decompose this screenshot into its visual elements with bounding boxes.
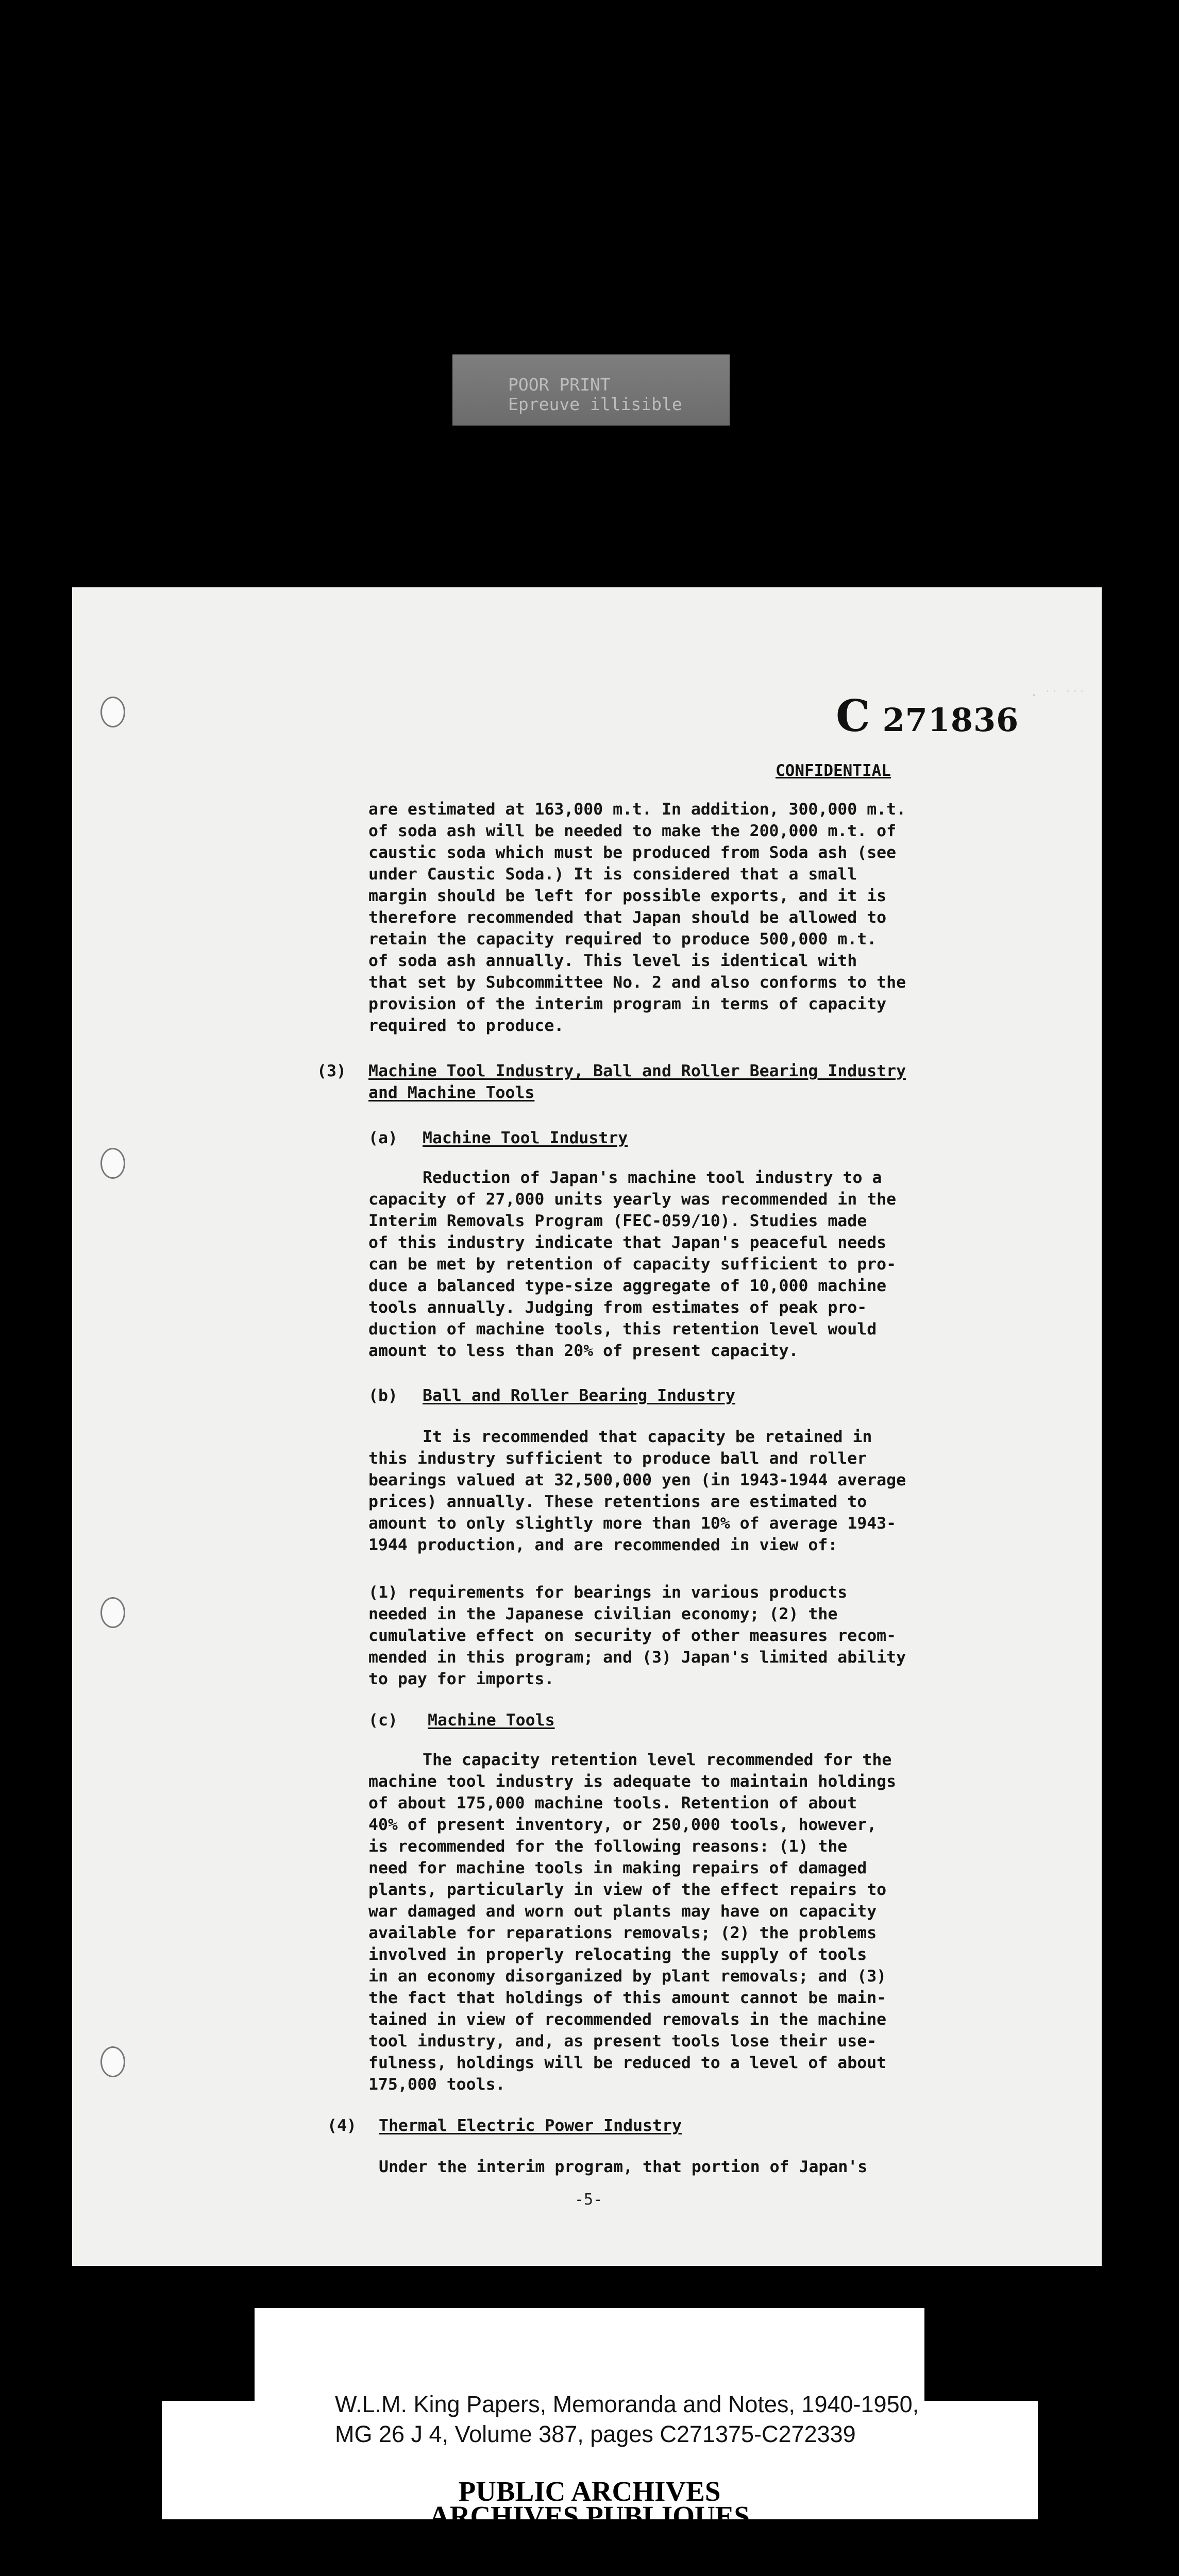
subsection-heading: Machine Tools xyxy=(428,1711,555,1730)
text-line: is recommended for the following reasons: (1) the xyxy=(368,1837,848,1856)
text-line: required to produce. xyxy=(368,1016,564,1035)
faint-stamp-mark: · ˙˙ ˙˙˙ xyxy=(1031,689,1085,702)
document-number xyxy=(836,690,1019,741)
text-line: Interim Removals Program (FEC-059/10). Studies made xyxy=(368,1212,867,1230)
archive-reference-line-1: W.L.M. King Papers, Memoranda and Notes, 1940-1950, xyxy=(335,2391,919,2417)
subsection-paragraph xyxy=(368,1749,896,2095)
text-line: bearings valued at 32,500,000 yen (in 1943-1944 average xyxy=(368,1471,906,1489)
poor-print-line-2: Epreuve illisible xyxy=(508,394,682,414)
subsection-paragraph xyxy=(368,1167,896,1362)
poor-print-line-1: POOR PRINT xyxy=(508,375,611,395)
text-line: tool industry, and, as present tools lose their use- xyxy=(368,2032,877,2050)
text-line: that set by Subcommittee No. 2 and also conforms to the xyxy=(368,973,906,992)
text-line: war damaged and worn out plants may have on capacity xyxy=(368,1902,877,1921)
text-line: It is recommended that capacity be retained in xyxy=(423,1428,872,1446)
text-line: involved in properly relocating the supply of tools xyxy=(368,1945,867,1964)
archives-stamp xyxy=(0,2476,1179,2556)
text-line: mended in this program; and (3) Japan's limited ability xyxy=(368,1648,906,1667)
section-heading xyxy=(368,1060,906,1104)
document-number-prefix: C xyxy=(836,690,871,741)
subsection-paragraph xyxy=(368,1426,906,1556)
text-line: the fact that holdings of this amount cannot be main- xyxy=(368,1989,887,2007)
text-line: 40% of present inventory, or 250,000 tools, however, xyxy=(368,1816,877,1834)
text-line: amount to only slightly more than 10% of average 1943- xyxy=(368,1514,897,1533)
text-line: therefore recommended that Japan should be allowed to xyxy=(368,908,887,927)
text-line: caustic soda which must be produced from Soda ash (see xyxy=(368,843,897,862)
text-line: of this industry indicate that Japan's peaceful needs xyxy=(368,1233,887,1252)
archives-stamp-line-2: ARCHIVES PUBLIQUES xyxy=(429,2500,750,2532)
text-line: under Caustic Soda.) It is considered that a small xyxy=(368,865,857,884)
text-line: are estimated at 163,000 m.t. In addition, 300,000 m.t. xyxy=(368,800,906,819)
classification-label: CONFIDENTIAL xyxy=(776,761,891,780)
text-line: tained in view of recommended removals in the machine xyxy=(368,2010,887,2029)
text-line: 1944 production, and are recommended in view of: xyxy=(368,1536,838,1554)
section-heading: Thermal Electric Power Industry xyxy=(379,2116,682,2135)
text-line: duce a balanced type-size aggregate of 10,000 machine xyxy=(368,1277,887,1295)
text-line: amount to less than 20% of present capacity. xyxy=(368,1342,799,1360)
text-line: can be met by retention of capacity sufficient to pro- xyxy=(368,1255,897,1274)
document-page xyxy=(72,587,1102,2266)
intro-paragraph xyxy=(368,799,906,1037)
poor-print-notice xyxy=(452,354,730,426)
text-line: (1) requirements for bearings in various products xyxy=(368,1583,848,1602)
text-line: retain the capacity required to produce 500,000 m.t. xyxy=(368,930,877,948)
section-heading-line: and Machine Tools xyxy=(368,1083,535,1102)
text-line: margin should be left for possible exports, and it is xyxy=(368,887,887,905)
text-line: fulness, holdings will be reduced to a level of about xyxy=(368,2054,887,2072)
text-line: tools annually. Judging from estimates of peak pro- xyxy=(368,1298,867,1317)
text-line: cumulative effect on security of other measures recom- xyxy=(368,1626,897,1645)
text-line: machine tool industry is adequate to maintain holdings xyxy=(368,1772,897,1791)
section-heading-line: Machine Tool Industry, Ball and Roller Bearing Industry xyxy=(368,1062,906,1080)
subsection-letter: (b) xyxy=(368,1386,398,1405)
subsection-letter: (c) xyxy=(368,1711,398,1730)
archives-stamp-line-3: CANADA xyxy=(528,2525,651,2556)
punch-hole-icon xyxy=(100,2046,125,2077)
text-line: of soda ash will be needed to make the 200,000 m.t. of xyxy=(368,822,897,840)
text-line: provision of the interim program in terms of capacity xyxy=(368,995,887,1013)
text-line: plants, particularly in view of the effect repairs to xyxy=(368,1880,887,1899)
text-line: The capacity retention level recommended for the xyxy=(423,1751,892,1769)
text-line: need for machine tools in making repairs of damaged xyxy=(368,1859,867,1877)
archives-stamp-line-1: PUBLIC ARCHIVES xyxy=(458,2476,721,2507)
punch-hole-icon xyxy=(100,1597,125,1628)
subsection-letter: (a) xyxy=(368,1129,398,1147)
archive-reference xyxy=(335,2389,919,2449)
text-line: in an economy disorganized by plant removals; and (3) xyxy=(368,1967,887,1986)
page-number: -5- xyxy=(575,2191,603,2209)
text-line: Under the interim program, that portion of Japan's xyxy=(379,2158,868,2176)
text-line: of soda ash annually. This level is identical with xyxy=(368,952,857,970)
punch-hole-icon xyxy=(100,697,125,727)
section-number: (4) xyxy=(327,2116,357,2135)
text-line: to pay for imports. xyxy=(368,1670,554,1688)
text-line: prices) annually. These retentions are estimated to xyxy=(368,1493,867,1511)
punch-hole-icon xyxy=(100,1148,125,1179)
text-line: this industry sufficient to produce ball and roller xyxy=(368,1449,867,1468)
text-line: needed in the Japanese civilian economy; (2) the xyxy=(368,1605,838,1623)
text-line: of about 175,000 machine tools. Retention of about xyxy=(368,1794,857,1812)
subsection-heading: Machine Tool Industry xyxy=(423,1129,628,1147)
document-number-value: 271836 xyxy=(882,701,1019,739)
text-line: Reduction of Japan's machine tool industry to a xyxy=(423,1168,882,1187)
reasons-paragraph xyxy=(368,1582,906,1690)
section-number: (3) xyxy=(317,1062,346,1080)
subsection-heading: Ball and Roller Bearing Industry xyxy=(423,1386,735,1405)
text-line: 175,000 tools. xyxy=(368,2075,506,2094)
text-line: duction of machine tools, this retention level would xyxy=(368,1320,877,1338)
text-line: available for reparations removals; (2) the problems xyxy=(368,1924,877,1942)
archive-reference-line-2: MG 26 J 4, Volume 387, pages C271375-C272339 xyxy=(335,2421,856,2447)
text-line: capacity of 27,000 units yearly was recommended in the xyxy=(368,1190,897,1209)
